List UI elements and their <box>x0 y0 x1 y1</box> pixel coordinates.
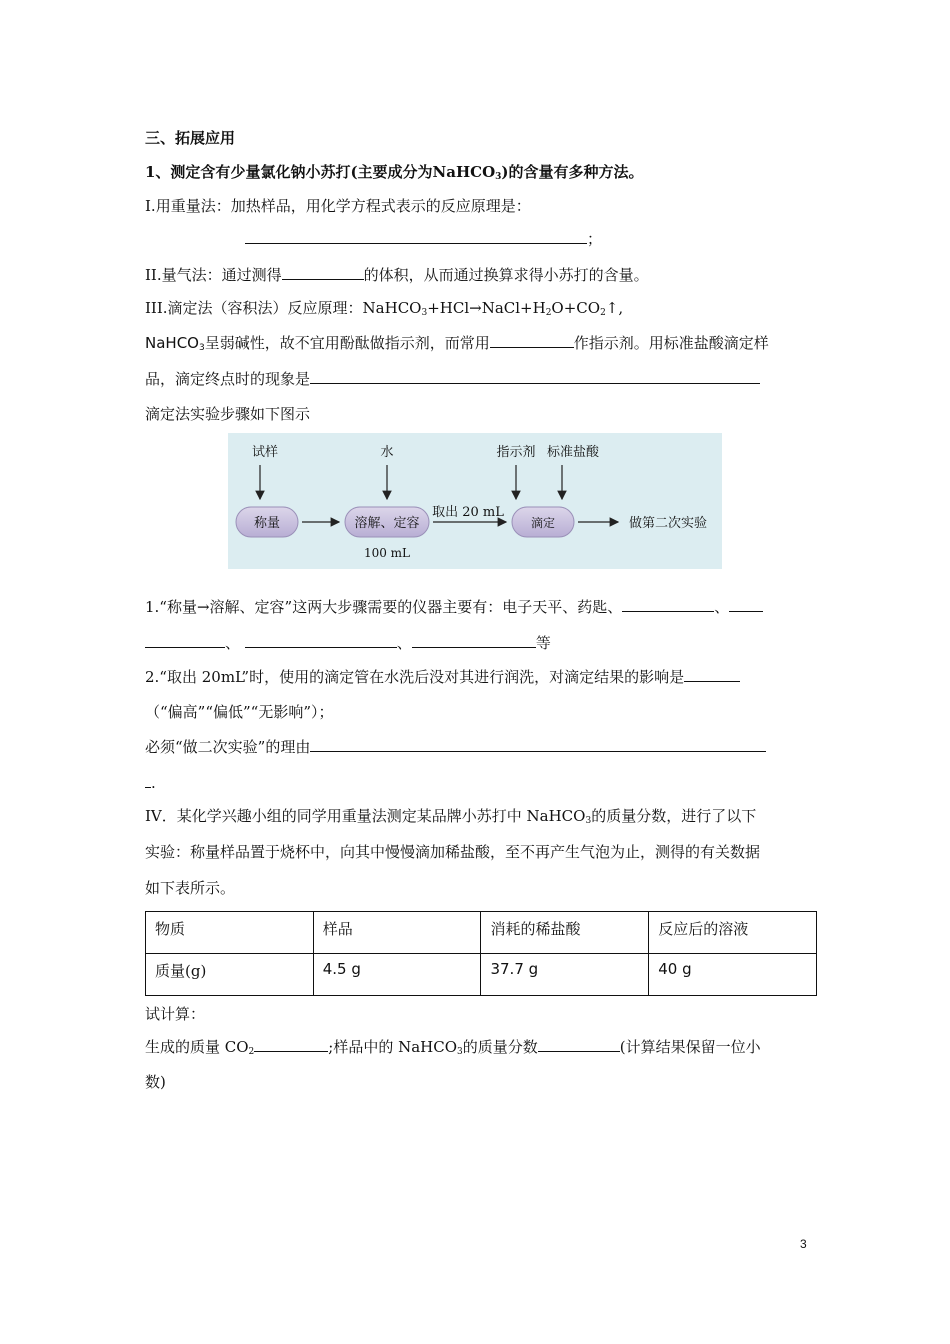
q1-title-after: )的含量有多种方法。 <box>501 163 644 181</box>
table-cell: 4.5 g <box>313 954 481 996</box>
sub-2: 2 <box>248 1047 255 1057</box>
method-3-line-3 <box>145 368 760 389</box>
qa1-sep: 、 <box>714 598 730 616</box>
calc-intro: 试计算： <box>145 1005 206 1023</box>
method-2-text <box>145 264 649 285</box>
qa1-sep1: 、 <box>225 634 241 652</box>
answer-blank[interactable] <box>412 632 536 648</box>
method4-after: 的质量分数，进行了以下 <box>591 807 757 825</box>
calc-line-2: 数) <box>145 1073 166 1091</box>
sub-3: 3 <box>585 816 592 826</box>
q1-title-text: 1、测定含有少量氯化钠小苏打(主要成分为NaHCO <box>145 163 496 181</box>
data-table <box>145 911 817 996</box>
table-header-cell: 反应后的溶液 <box>649 912 817 954</box>
page-number: 3 <box>800 1237 807 1251</box>
method3-mid2: O+CO <box>551 299 601 317</box>
method-4-text <box>145 806 756 826</box>
qa1-end: 等 <box>535 634 551 652</box>
label-weigh: 称量 <box>253 516 281 531</box>
question-1-title <box>145 162 644 182</box>
sub-2: 2 <box>545 308 552 318</box>
method3-line3-text: 品，滴定终点时的现象是 <box>145 370 311 388</box>
answer-blank[interactable] <box>729 596 763 612</box>
method-3-text <box>145 298 623 318</box>
titration-flow-diagram <box>228 433 722 569</box>
label-sample: 试样 <box>251 445 279 460</box>
semicolon: ； <box>587 230 603 248</box>
table-cell: 质量(g) <box>146 954 314 996</box>
table-header-cell: 消耗的稀盐酸 <box>481 912 649 954</box>
table-row <box>146 954 817 996</box>
qa1-text: 1.“称量→溶解、定容”这两大步骤需要的仪器主要有：电子天平、药匙、 <box>145 598 623 616</box>
question-a2 <box>145 666 740 687</box>
method3-line2-mid: 呈弱碱性，故不宜用酚酞做指示剂，而常用 <box>204 334 490 352</box>
answer-blank[interactable] <box>684 666 740 682</box>
calc-after: (计算结果保留一位小 <box>619 1038 761 1056</box>
method3-after: ↑, <box>605 299 624 317</box>
section-title: 三、拓展应用 <box>145 129 236 147</box>
answer-blank[interactable] <box>310 368 760 384</box>
sub-3: 3 <box>457 1047 463 1057</box>
table-cell: 40 g <box>649 954 817 996</box>
q1-title-sub: 3 <box>495 172 502 182</box>
qa2-text: 2.“取出 20mL”时，使用的滴定管在水洗后没对其进行润洗，对滴定结果的影响是 <box>145 668 685 686</box>
label-titrate: 滴定 <box>530 516 556 530</box>
method2-after: 的体积，从而通过换算求得小苏打的含量。 <box>363 266 649 284</box>
label-acid: 标准盐酸 <box>546 445 600 460</box>
table-header-row <box>146 912 817 954</box>
method3-line2-after: 作指示剂。用标准盐酸滴定样 <box>573 334 769 352</box>
question-a2-line-2: （“偏高”“偏低”“无影响”）； <box>145 703 334 721</box>
sub-3: 3 <box>198 343 205 353</box>
answer-blank[interactable] <box>245 228 587 244</box>
method-3-line-2 <box>145 332 769 353</box>
calc-before: 生成的质量 CO <box>145 1038 249 1056</box>
flow-diagram-svg <box>228 433 722 569</box>
method-1-text: I.用重量法：加热样品，用化学方程式表示的反应原理是： <box>145 197 531 215</box>
steps-intro: 滴定法实验步骤如下图示 <box>145 405 311 423</box>
method-4-line-3: 如下表所示。 <box>145 879 236 897</box>
label-volume: 100 mL <box>363 546 411 560</box>
method4-before: IV．某化学兴趣小组的同学用重量法测定某品牌小苏打中 NaHCO <box>145 807 586 825</box>
qa1-sep2: 、 <box>396 634 412 652</box>
answer-blank[interactable] <box>538 1036 620 1052</box>
answer-blank[interactable] <box>622 596 714 612</box>
table-cell: 37.7 g <box>481 954 649 996</box>
answer-blank[interactable] <box>254 1036 328 1052</box>
calc-mid: ;样品中的 NaHCO <box>328 1038 458 1056</box>
calc-line <box>145 1036 761 1057</box>
label-indicator: 指示剂 <box>496 445 536 460</box>
nahco3-text: NaHCO <box>145 334 199 352</box>
answer-blank[interactable] <box>310 736 766 752</box>
method-1-answer-line <box>245 228 602 249</box>
question-a3 <box>145 736 766 757</box>
answer-blank[interactable] <box>145 632 225 648</box>
table-header-cell: 样品 <box>313 912 481 954</box>
label-take: 取出 20 mL <box>432 505 504 520</box>
label-second: 做第二次实验 <box>628 516 708 531</box>
table-header-cell: 物质 <box>146 912 314 954</box>
sub-2b: 2 <box>600 308 606 318</box>
method3-mid1: +HCl→NaCl+H <box>427 299 546 317</box>
question-a1 <box>145 596 763 617</box>
answer-blank[interactable] <box>490 332 574 348</box>
question-a3-line-2 <box>145 772 156 793</box>
label-dissolve: 溶解、定容 <box>354 516 420 531</box>
label-water: 水 <box>380 445 394 460</box>
question-a1-line-2 <box>145 632 551 653</box>
answer-blank[interactable] <box>282 264 364 280</box>
method2-before: II.量气法：通过测得 <box>145 266 282 284</box>
sub-3: 3 <box>421 308 428 318</box>
calc-mid2: 的质量分数 <box>462 1038 538 1056</box>
qa3-text: 必须“做二次实验”的理由 <box>145 738 311 756</box>
answer-blank[interactable] <box>245 632 397 648</box>
period: . <box>151 774 156 792</box>
method-4-line-2: 实验：称量样品置于烧杯中，向其中慢慢滴加稀盐酸，至不再产生气泡为止，测得的有关数据 <box>145 843 761 861</box>
method3-before: III.滴定法（容积法）反应原理：NaHCO <box>145 299 422 317</box>
